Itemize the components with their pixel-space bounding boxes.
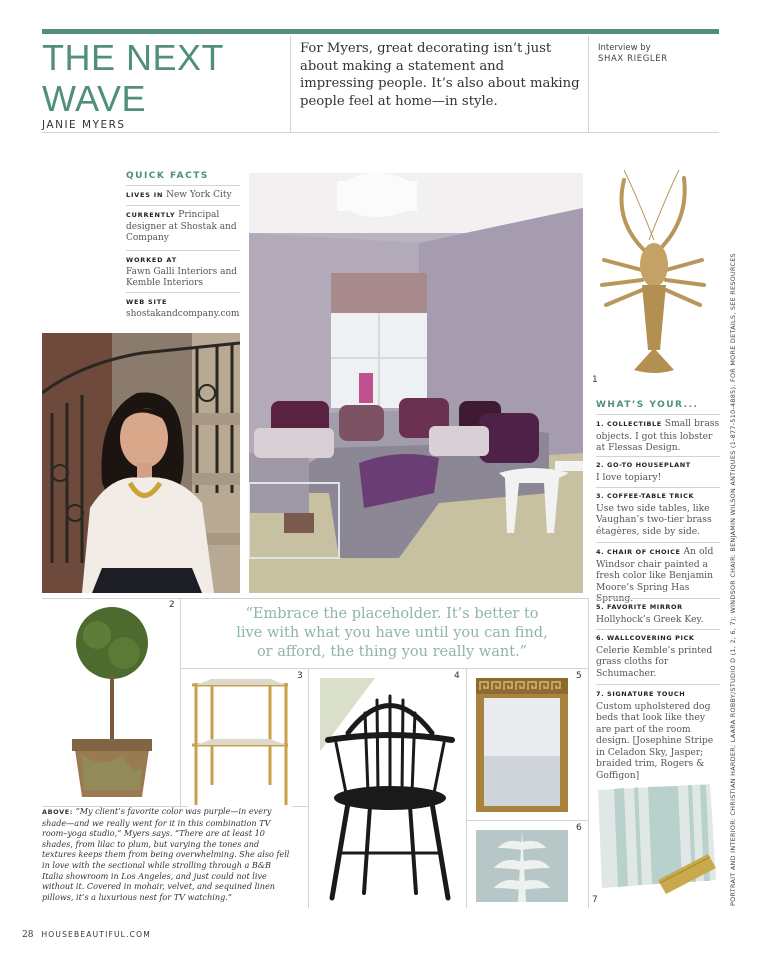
fact-lives-in — [126, 190, 240, 202]
caption-text: “My client’s favorite color was purple—in every shade—and we really went for it in this combination TV room–yoga studio,” Myers says. “There are at least 10 shades, from lilac to plum, but varying the tones and textures keeps them from being overwhelming. She also fell in love with the sectional while strolling through a B&B Italia showroom in Los Angeles, and just could not live without it. Covered in mohair, velvet, and sequined linen pillows, it’s a luxurious nest for TV watching.” — [42, 806, 290, 902]
whats-your-item-1 — [596, 418, 720, 454]
greek-key-mirror-photo — [474, 676, 570, 814]
whats-your-item-3 — [596, 491, 720, 537]
topiary-photo — [62, 605, 162, 800]
page-number: 28 — [22, 930, 34, 940]
whats-your-rule — [596, 414, 720, 415]
item-divider — [596, 629, 720, 630]
living-room-photo — [249, 173, 583, 593]
item-number-1: 1 — [592, 375, 598, 385]
quick-facts-title: QUICK FACTS — [126, 171, 209, 181]
item-label: 5. FAVORITE MIRROR — [596, 603, 683, 611]
title-line-2: WAVE — [42, 78, 147, 119]
item-label: 4. CHAIR OF CHOICE — [596, 548, 681, 556]
interview-credit-name: SHAX RIEGLER — [598, 54, 668, 64]
whats-your-title: WHAT’S YOUR... — [596, 400, 699, 410]
item-value: Custom upholstered dog beds that look like they are part of the room design. [Josephine Stripe in Celadon Sky, Jasper; braided trim, Rogers & Goffigon] — [596, 700, 714, 781]
header-divider-1 — [290, 36, 291, 132]
header-divider-2 — [588, 36, 589, 132]
item-value: Small brass objects. I got this lobster at Flessas Design. — [596, 418, 720, 453]
fact-value: Principal designer at Shostak and Company — [126, 210, 237, 243]
brass-lobster-photo — [594, 170, 714, 385]
fact-divider — [126, 205, 240, 206]
interview-credit-label: Interview by — [598, 43, 651, 53]
fact-label: CURRENTLY — [126, 211, 176, 219]
brass-etagere-photo — [188, 675, 292, 810]
dek: For Myers, great decorating isn’t just about making a statement and impressing people. It’s also about making people feel at home—in style. — [300, 41, 580, 109]
grass-cloth-wallcovering-photo — [476, 830, 568, 902]
whats-your-item-5 — [596, 602, 720, 625]
portrait-photo — [42, 333, 240, 593]
windsor-chair-photo — [320, 678, 460, 903]
item-number-4: 4 — [454, 671, 460, 681]
grid-rule — [466, 668, 467, 908]
fact-label: LIVES IN — [126, 191, 164, 199]
fact-value: shostakandcompany.com — [126, 308, 240, 319]
vertical-photo-credit: PORTRAIT AND INTERIOR: CHRISTIAN HARDER; LAARA ROBBY/STUDIO D (1, 2, 6, 7); WINDSOR CHAIR: BENJAMIN WILSON ANTIQUES (1-877-510-4885). FOR MORE DETAILS, SEE RESOURCES — [729, 253, 737, 906]
header-bottom-rule — [42, 132, 719, 133]
item-value: Use two side tables, like Vaughan’s two-tier brass étagères, side by side. — [596, 502, 712, 537]
item-label: 7. SIGNATURE TOUCH — [596, 690, 686, 698]
page-footer — [22, 930, 151, 940]
item-number-2: 2 — [169, 600, 175, 610]
fact-currently — [126, 210, 240, 245]
item-label: 2. GO-TO HOUSEPLANT — [596, 461, 691, 469]
whats-your-item-2 — [596, 460, 720, 483]
header-top-rule — [42, 29, 719, 34]
grid-rule — [42, 598, 588, 599]
grid-rule — [308, 668, 309, 908]
item-number-5: 5 — [576, 671, 582, 681]
whats-your-item-6 — [596, 633, 720, 679]
item-label: 3. COFFEE-TABLE TRICK — [596, 492, 695, 500]
title-line-1: THE NEXT — [42, 37, 225, 78]
item-value: I love topiary! — [596, 471, 662, 483]
fact-value: Fawn Galli Interiors and Kemble Interiors — [126, 266, 238, 288]
item-divider — [596, 684, 720, 685]
item-label: 1. COLLECTIBLE — [596, 420, 662, 428]
item-number-3: 3 — [297, 671, 303, 681]
photo-caption — [42, 806, 292, 902]
grid-rule — [180, 668, 588, 669]
item-value: An old Windsor chair painted a fresh color like Benjamin Moore’s Spring Has — [596, 546, 714, 593]
fact-web-site — [126, 297, 240, 320]
caption-label: ABOVE: — [42, 808, 74, 816]
byline: JANIE MYERS — [42, 119, 126, 131]
fact-worked-at — [126, 255, 240, 290]
grid-rule — [466, 820, 588, 821]
item-divider — [596, 487, 720, 488]
fact-label: WEB SITE — [126, 298, 168, 306]
fact-label: WORKED AT — [126, 256, 177, 264]
quick-facts-rule — [126, 185, 240, 186]
site-url: HOUSEBEAUTIFUL.COM — [41, 930, 151, 939]
whats-your-item-4 — [596, 546, 720, 605]
item-divider — [596, 598, 720, 599]
item-value: Hollyhock’s Greek Key. — [596, 613, 704, 625]
fact-divider — [126, 250, 240, 251]
item-value: Celerie Kemble’s printed grass cloths for Schumacher. — [596, 644, 713, 679]
striped-fabric-photo — [598, 784, 720, 902]
pull-quote: “Embrace the placeholder. It’s better to live with what you have until you can find, or afford, the thing you really want.” — [236, 606, 548, 660]
item-number-6: 6 — [576, 823, 582, 833]
item-divider — [596, 456, 720, 457]
item-number-7: 7 — [592, 895, 598, 905]
fact-value: New York City — [166, 190, 232, 200]
grid-rule — [180, 598, 181, 806]
article-title — [42, 37, 225, 119]
whats-your-item-7 — [596, 688, 720, 781]
fact-divider — [126, 292, 240, 293]
item-divider — [596, 542, 720, 543]
item-label: 6. WALLCOVERING PICK — [596, 634, 695, 642]
grid-rule — [588, 598, 589, 908]
